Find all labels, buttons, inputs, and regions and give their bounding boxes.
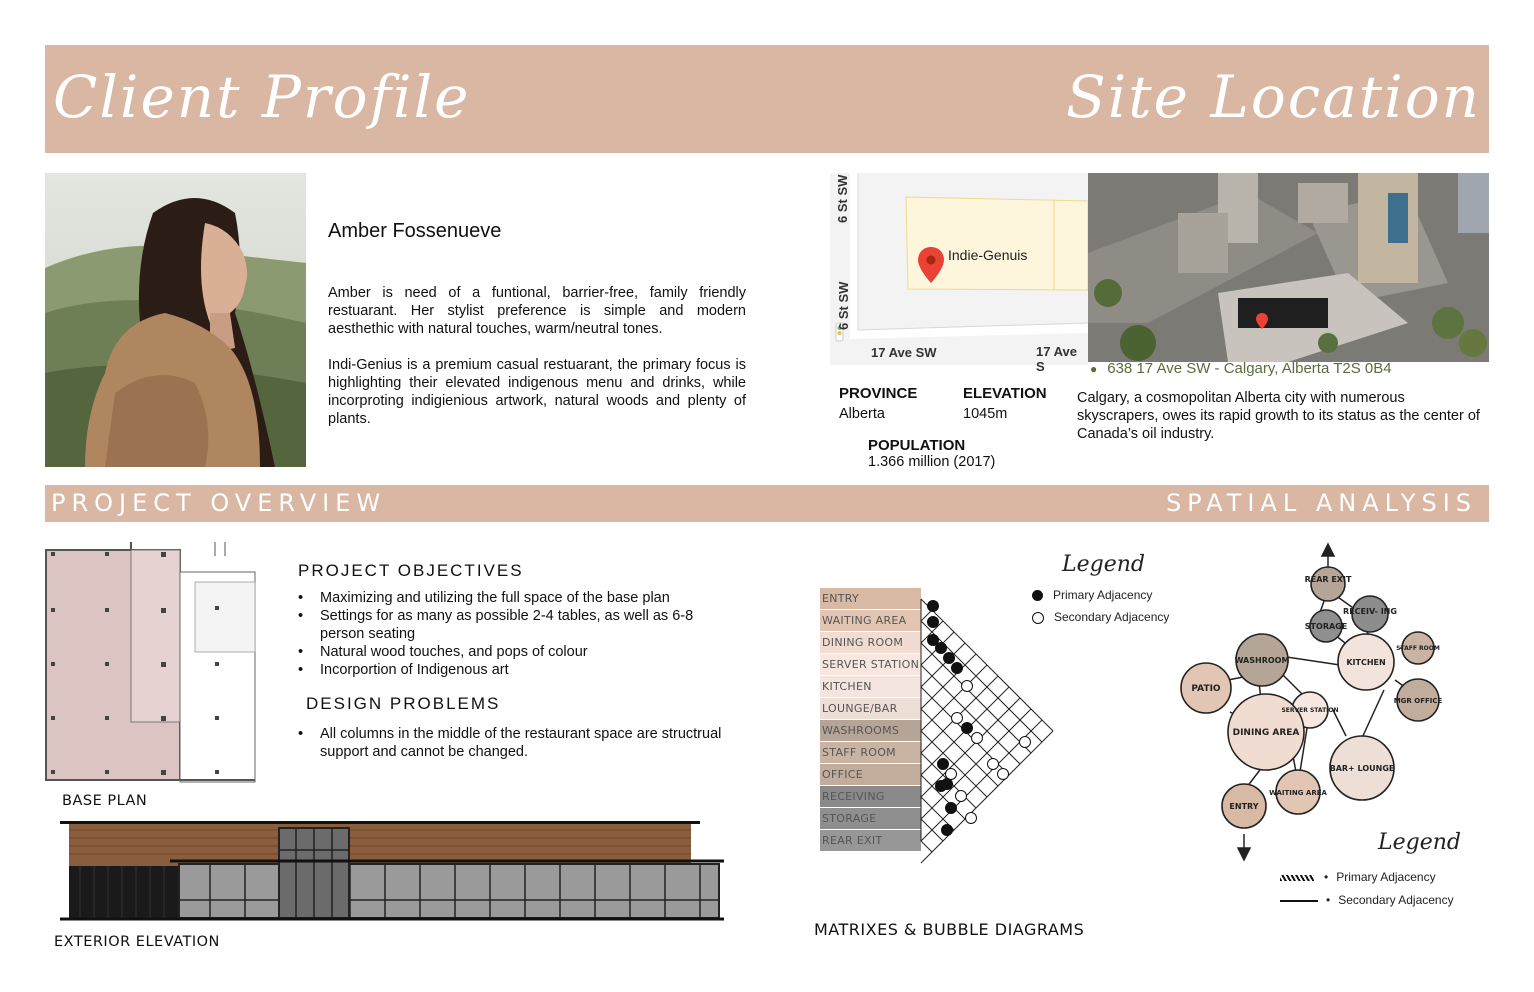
street-label-6st-bottom: 6 St SW [836,281,851,330]
elevation-value: 1045m [963,406,1008,422]
secondary-adjacency-dot [962,681,973,692]
objective-item: • Natural wood touches, and pops of colour [298,643,728,661]
bubble-label-server-station: SERVER STATION [1281,707,1339,714]
bubble-label-dining-area: DINING AREA [1232,728,1300,738]
bubble-label-washroom: WASHROOM [1234,656,1290,665]
primary-adjacency-dot [942,779,953,790]
matrix-row-label: LOUNGE/BAR [820,698,921,719]
filled-circle-icon [1032,590,1043,601]
bubble-label-storage: STORAGE [1304,622,1348,631]
client-profile-title: Client Profile [53,63,471,131]
matrix-legend-secondary: Secondary Adjacency [1032,610,1169,624]
street-label-6st-top: 6 St SW [835,174,850,223]
matrix-legend-title: Legend [1062,552,1145,577]
matrix-row-label: WAITING AREA [820,610,921,631]
design-problems-title: DESIGN PROBLEMS [306,694,501,713]
secondary-adjacency-dot [946,769,957,780]
street-label-17ave-right: 17 Ave S [1036,344,1077,374]
secondary-adjacency-dot [952,713,963,724]
client-photo [45,173,306,467]
dot-icon: • [1326,893,1331,907]
population-label: POPULATION [868,437,966,454]
primary-adjacency-dot [952,663,963,674]
top-banner [45,45,1489,153]
matrix-row-label: DINING ROOM [820,632,921,653]
bubble-label-bar-lounge: BAR+ LOUNGE [1329,764,1395,773]
bubble-legend-secondary: • Secondary Adjacency [1280,893,1454,907]
primary-adjacency-dot [936,643,947,654]
primary-adjacency-dot [944,653,955,664]
province-label: PROVINCE [839,385,918,402]
mid-banner [45,485,1489,522]
secondary-adjacency-dot [1020,737,1031,748]
exterior-elevation-caption: EXTERIOR ELEVATION [54,934,220,950]
aerial-photo [1088,173,1489,362]
adjacency-matrix-grid [921,588,1061,863]
objective-item: • Incorportion of Indigenous art [298,661,728,679]
objective-item: • Maximizing and utilizing the full space of the base plan [298,589,728,607]
bubble-label-waiting-area: WAITING AREA [1269,789,1327,797]
primary-adjacency-dot [962,723,973,734]
matrix-legend-primary: Primary Adjacency [1032,588,1152,602]
site-location-title: Site Location [1066,63,1481,131]
spatial-analysis-title: SPATIAL ANALYSIS [1165,489,1477,517]
client-description: Amber is need of a funtional, barrier-free, family friendly restuarant. Her stylist preference is simple and modern aesthethic with natural touches, warm/neutral tones. [328,285,746,337]
objectives-title: PROJECT OBJECTIVES [298,561,524,580]
problem-item: • All columns in the middle of the restaurant space are structrual support and cannot be changed. [298,725,748,761]
objective-item: • Settings for as many as possible 2-4 tables, as well as 6-8 person seating [298,607,728,643]
bubble-label-patio: PATIO [1191,684,1221,694]
straight-line-icon [1280,900,1318,902]
zigzag-line-icon [1280,875,1314,881]
secondary-adjacency-dot [966,813,977,824]
bubble-diagram [1170,540,1470,860]
primary-adjacency-dot [928,601,939,612]
bubble-label-mgr-office: MGR OFFICE [1393,697,1443,705]
matrix-caption: MATRIXES & BUBBLE DIAGRAMS [814,920,1085,939]
base-plan-caption: BASE PLAN [62,793,148,809]
matrix-row-label: SERVER STATION [820,654,921,675]
bubble-label-receiving: RECEIV- ING [1343,607,1397,616]
base-plan-drawing [45,542,255,782]
site-description: Calgary, a cosmopolitan Alberta city with numerous skyscrapers, owes its rapid growth to its status as the center of Canada’s oil industry. [1077,390,1480,442]
population-value: 1.366 million (2017) [868,454,996,470]
matrix-row-label: STAFF ROOM [820,742,921,763]
matrix-row-label: STORAGE [820,808,921,829]
primary-adjacency-dot [928,617,939,628]
street-label-17ave: 17 Ave SW [871,345,937,360]
primary-adjacency-dot [938,759,949,770]
secondary-adjacency-dot [956,791,967,802]
bubble-legend-primary: • Primary Adjacency [1280,870,1436,884]
matrix-row-label: OFFICE [820,764,921,785]
site-address: ● 638 17 Ave SW - Calgary, Alberta T2S 0B4 [1090,360,1392,377]
site-map [830,173,1088,374]
objectives-list [298,589,728,679]
restaurant-description: Indi-Genius is a premium casual restuarant, the primary focus is highlighting their elevated indigenous menu and drinks, while incorproting indigienious artwork, natural woods and plenty of plants. [328,357,746,427]
matrix-row-label: WASHROOMS [820,720,921,741]
client-name: Amber Fossenueve [328,220,502,242]
secondary-adjacency-dot [988,759,999,770]
primary-adjacency-dot [946,803,957,814]
secondary-adjacency-dot [998,769,1009,780]
matrix-row-label: ENTRY [820,588,921,609]
matrix-row-label: KITCHEN [820,676,921,697]
problems-list [298,725,748,761]
province-value: Alberta [839,406,885,422]
bubble-label-rear-exit: REAR EXIT [1304,575,1352,584]
bubble-label-staff-room: STAFF ROOM [1396,645,1440,652]
bubble-label-entry: ENTRY [1229,802,1259,811]
matrix-row-label: REAR EXIT [820,830,921,851]
bullet-icon: ● [1090,362,1098,376]
dot-icon: • [1324,870,1329,884]
map-pin-icon[interactable] [918,247,944,288]
map-pin-label: Indie-Genuis [948,247,1028,263]
project-overview-title: PROJECT OVERVIEW [51,489,387,517]
matrix-row-label: RECEIVING [820,786,921,807]
primary-adjacency-dot [942,825,953,836]
exterior-elevation-drawing [60,820,730,922]
elevation-label: ELEVATION [963,385,1047,402]
open-circle-icon [1032,612,1044,624]
secondary-adjacency-dot [972,733,983,744]
bubble-label-kitchen: KITCHEN [1346,658,1386,667]
bubble-legend-title: Legend [1378,830,1461,855]
